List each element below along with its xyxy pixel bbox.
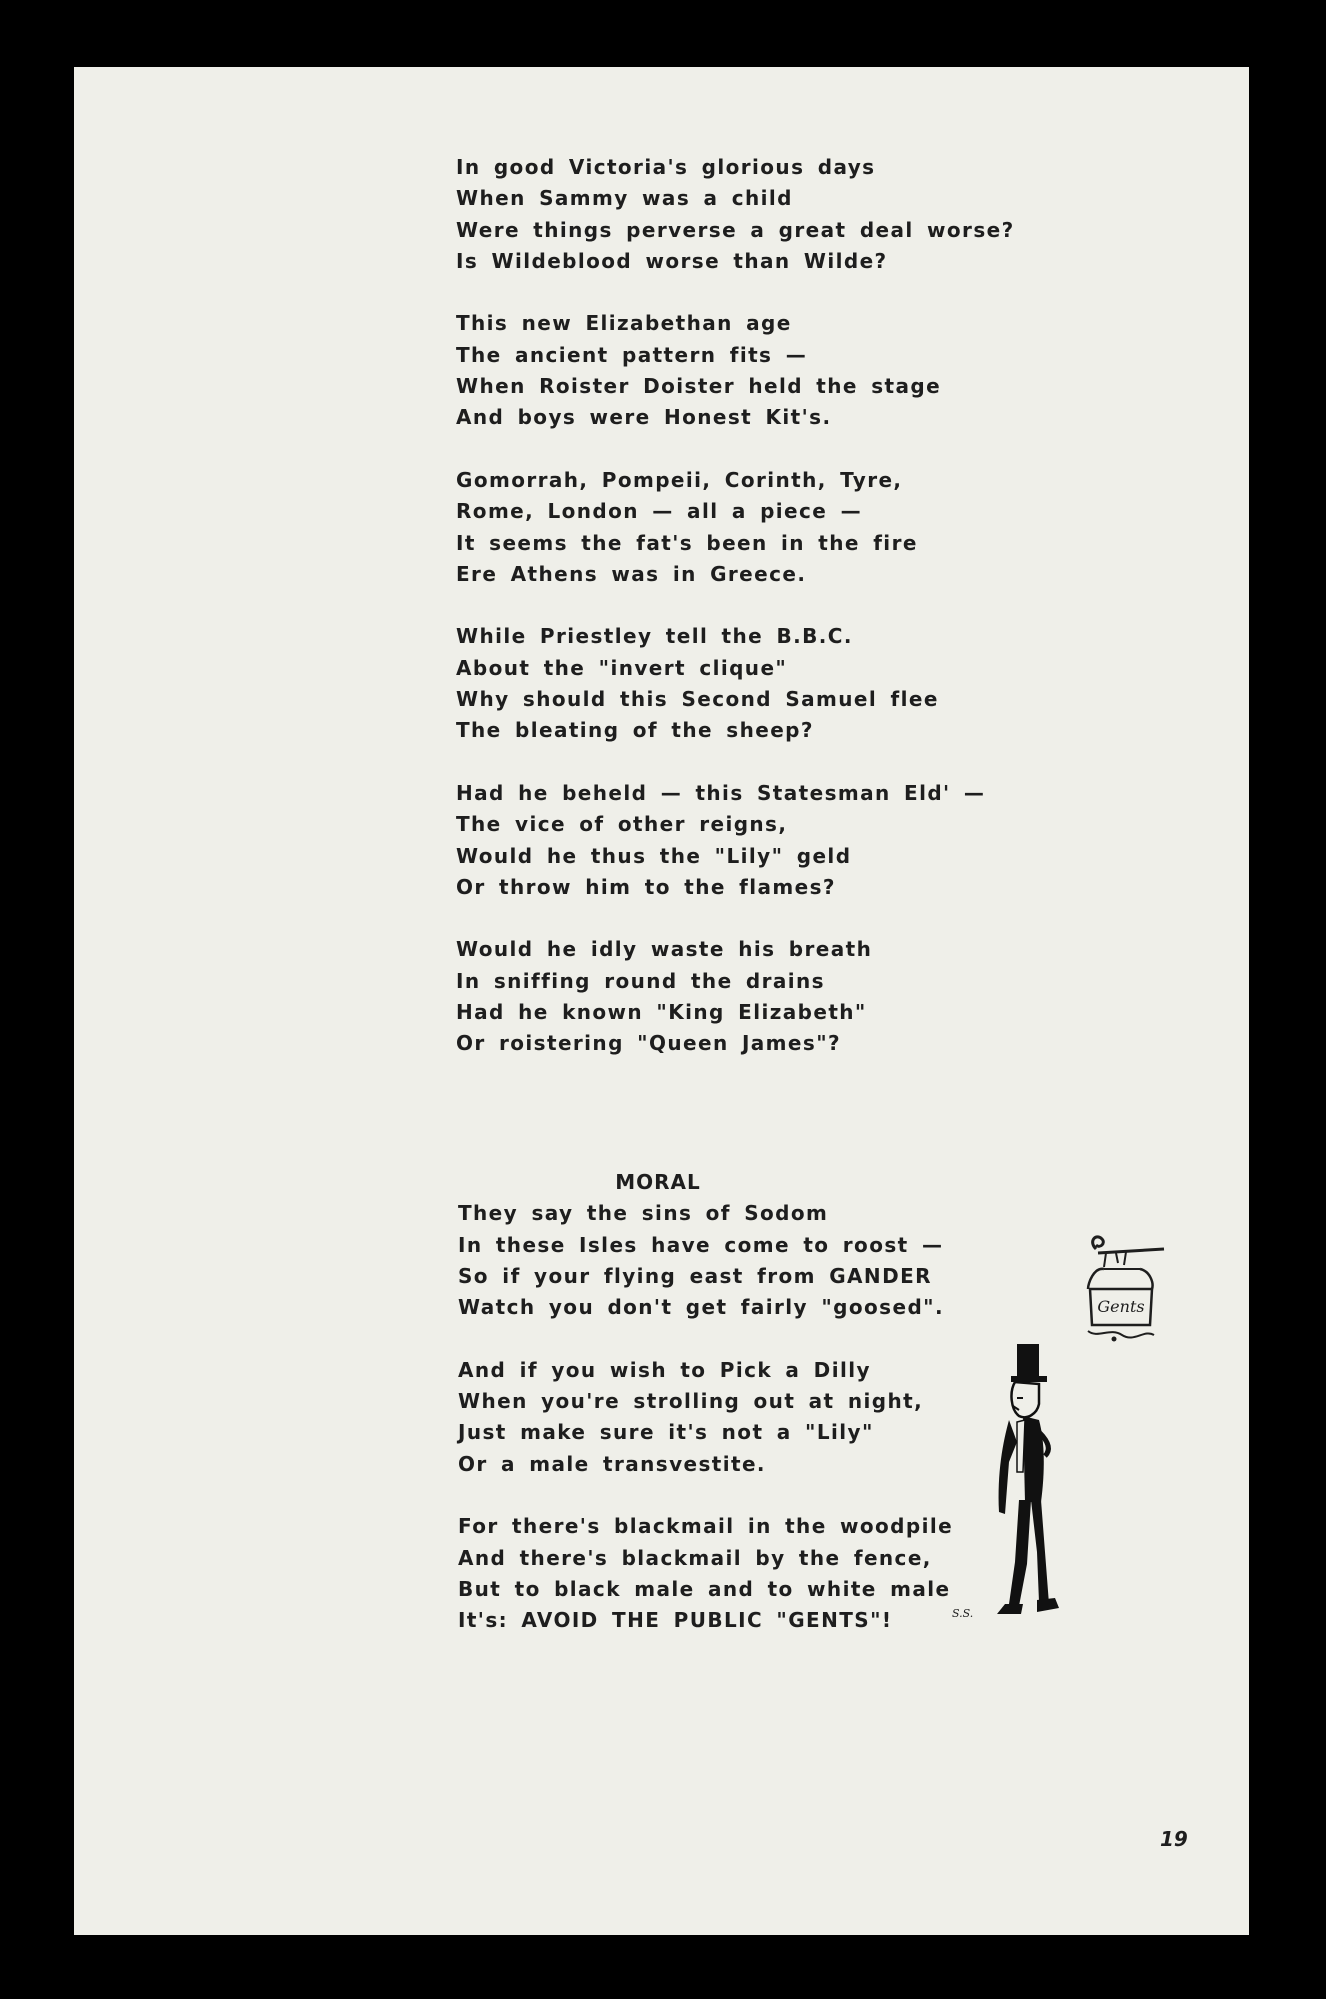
poem-line: So if your flying east from GANDER [458, 1263, 932, 1288]
poem-line: The ancient pattern fits — [456, 342, 808, 367]
poem-line: It seems the fat's been in the fire [456, 530, 918, 555]
poem-line: Rome, London — all a piece — [456, 499, 862, 524]
stanza-2 [456, 308, 1056, 433]
stanza-5 [456, 778, 1056, 903]
poem-line: Would he idly waste his breath [456, 937, 873, 962]
poem-body [456, 152, 1056, 1091]
artist-signature [950, 1603, 980, 1623]
stanza-4 [456, 621, 1056, 746]
poem-line: They say the sins of Sodom [458, 1201, 829, 1226]
moral-stanza-1 [458, 1198, 1058, 1323]
moral-heading: MORAL [615, 1170, 701, 1194]
poem-line: Ere Athens was in Greece. [456, 561, 807, 586]
stanza-3 [456, 465, 1056, 590]
poem-line: Why should this Second Samuel flee [456, 687, 939, 712]
poem-line: Just make sure it's not a "Lily" [458, 1420, 874, 1445]
poem-line: Or roistering "Queen James"? [456, 1031, 842, 1056]
poem-line: In these Isles have come to roost — [458, 1232, 944, 1257]
poem-line: And there's blackmail by the fence, [458, 1545, 932, 1570]
poem-line: When you're strolling out at night, [458, 1389, 924, 1414]
poem-line: This new Elizabethan age [456, 311, 792, 336]
poem-line: In good Victoria's glorious days [456, 155, 876, 179]
gents-sign-illustration [1074, 1227, 1174, 1347]
sign-text: Gents [1097, 1297, 1145, 1316]
poem-line: But to black male and to white male [458, 1576, 951, 1601]
poem-line: It's: AVOID THE PUBLIC "GENTS"! [458, 1608, 893, 1633]
page-number: 19 [1160, 1827, 1188, 1851]
poem-line: Were things perverse a great deal worse? [456, 217, 1015, 242]
poem-line: Is Wildeblood worse than Wilde? [456, 248, 888, 273]
stanza-1 [456, 152, 1056, 277]
poem-line: When Sammy was a child [456, 186, 793, 211]
poem-line: Had he beheld — this Statesman Eld' — [456, 780, 986, 805]
document-page [74, 67, 1249, 1935]
poem-line: Or a male transvestite. [458, 1451, 766, 1476]
poem-line: Gomorrah, Pompeii, Corinth, Tyre, [456, 467, 903, 492]
poem-line: The vice of other reigns, [456, 812, 788, 837]
poem-line: And if you wish to Pick a Dilly [458, 1357, 871, 1382]
poem-line: Would he thus the "Lily" geld [456, 843, 852, 868]
poem-line: While Priestley tell the B.B.C. [456, 624, 853, 649]
moral-stanza-2 [458, 1355, 1058, 1480]
poem-line: When Roister Doister held the stage [456, 374, 942, 399]
poem-line: The bleating of the sheep? [456, 718, 814, 743]
moral-section [458, 1167, 1058, 1668]
poem-line: Watch you don't get fairly "goosed". [458, 1295, 944, 1320]
stanza-6 [456, 934, 1056, 1059]
poem-line: And boys were Honest Kit's. [456, 405, 832, 430]
poem-line: In sniffing round the drains [456, 968, 825, 993]
top-hat-man-illustration [979, 1332, 1089, 1632]
poem-line: Had he known "King Elizabeth" [456, 1000, 867, 1025]
poem-line: For there's blackmail in the woodpile [458, 1514, 954, 1539]
poem-line: About the "invert clique" [456, 655, 788, 680]
poem-line: Or throw him to the flames? [456, 874, 836, 899]
signature-text: S.S. [952, 1607, 974, 1620]
